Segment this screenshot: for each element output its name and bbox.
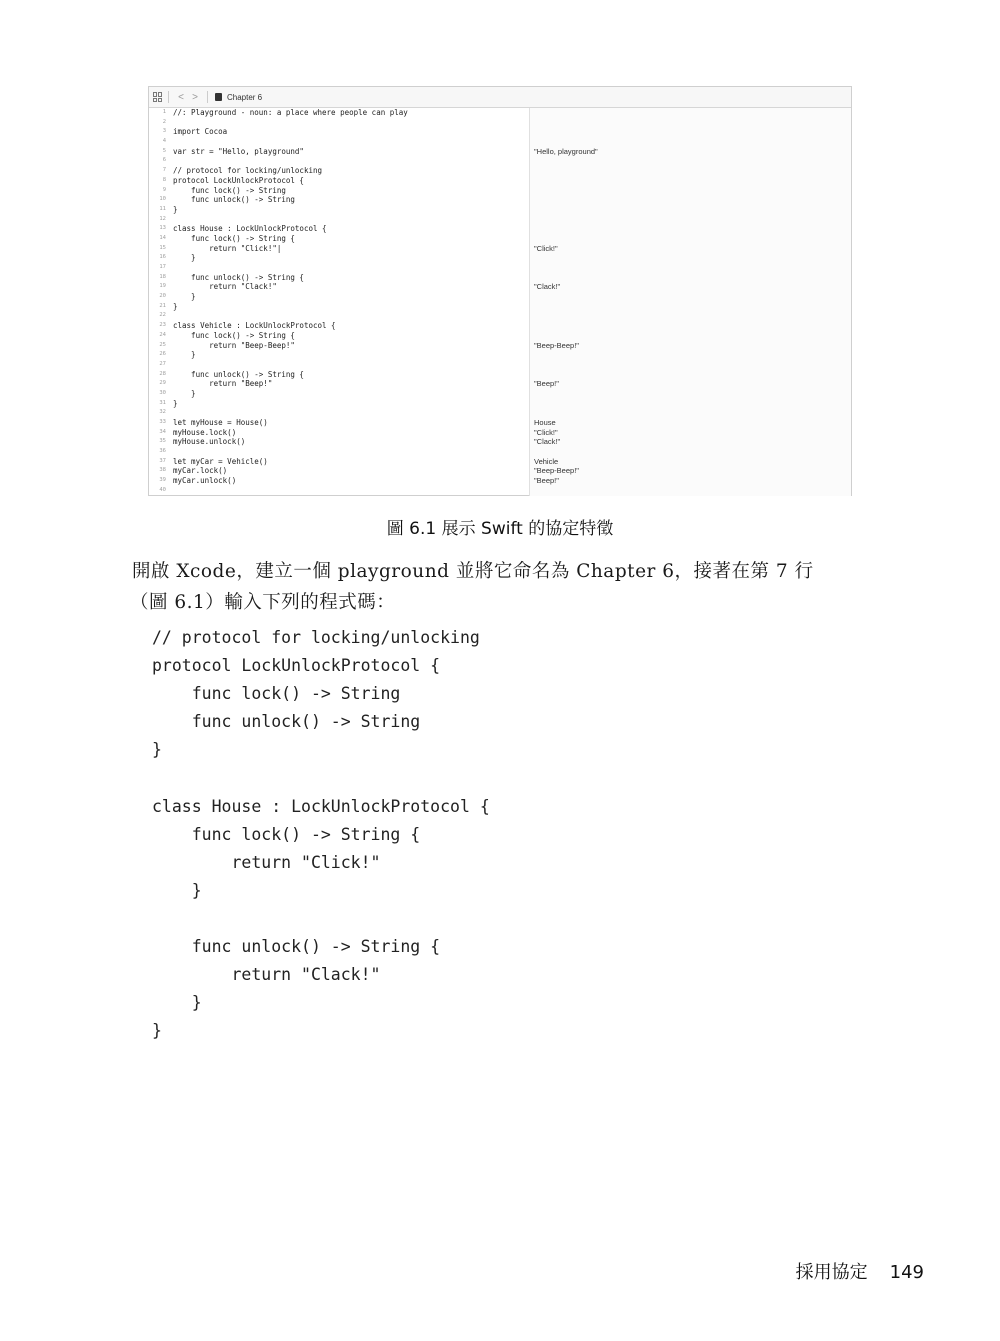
result-value [530, 350, 851, 360]
code-line [173, 137, 529, 147]
code-line: return "Beep!" [173, 379, 273, 389]
code-line [173, 118, 529, 128]
line-number: 1 [162, 109, 166, 115]
code-line: let myCar = Vehicle() [173, 456, 268, 466]
toolbar-divider [207, 91, 208, 103]
code-line: func lock() -> String { [152, 824, 421, 844]
line-number: 15 [159, 244, 166, 251]
code-line: } [152, 1021, 162, 1041]
result-value [530, 186, 851, 196]
result-value [530, 273, 851, 283]
line-number: 18 [159, 273, 166, 280]
result-value [530, 331, 851, 341]
code-line: var str = "Hello, playground" [173, 146, 304, 156]
line-number: 31 [159, 399, 166, 406]
line-number: 36 [159, 448, 166, 455]
code-line: func unlock() -> String [173, 195, 295, 205]
result-value [530, 302, 851, 312]
code-line [173, 447, 529, 457]
line-number: 28 [159, 370, 166, 377]
line-number: 35 [159, 438, 166, 445]
line-number: 3 [162, 128, 166, 135]
line-number: 17 [159, 264, 166, 270]
result-value [530, 195, 851, 205]
result-value [530, 166, 851, 176]
code-line: } [173, 204, 178, 214]
line-number: 34 [159, 428, 166, 435]
code-line [173, 215, 529, 225]
result-value [530, 156, 851, 166]
result-value [530, 127, 851, 137]
code-line: return "Clack!" [173, 282, 277, 292]
result-value [530, 137, 851, 147]
body-paragraph [130, 556, 870, 618]
code-line [152, 764, 490, 792]
result-value [530, 224, 851, 234]
code-line: func lock() -> String { [173, 330, 295, 340]
code-line: func lock() -> String [152, 684, 401, 704]
line-number: 22 [159, 312, 166, 319]
code-line: } [173, 350, 196, 360]
paragraph-line: （圖 6.1）輸入下列的程式碼： [130, 592, 396, 613]
code-line: } [173, 292, 196, 302]
code-line: myHouse.lock() [173, 427, 237, 437]
result-value [530, 205, 851, 215]
code-line [173, 263, 529, 273]
code-line: return "Click!"| [173, 243, 282, 253]
line-number: 30 [159, 389, 166, 396]
page-number: 149 [889, 1262, 924, 1283]
result-value [530, 263, 851, 273]
line-number: 2 [162, 118, 166, 125]
code-line: func unlock() -> String { [173, 272, 304, 282]
line-number: 37 [159, 457, 166, 464]
code-line: return "Beep-Beep!" [173, 340, 295, 350]
result-value [530, 389, 851, 399]
code-line [173, 311, 529, 321]
page-footer [796, 1258, 924, 1284]
result-value [530, 370, 851, 380]
code-line: } [152, 740, 162, 760]
result-value: "Hello, playground" [534, 146, 598, 156]
result-value [530, 486, 851, 496]
code-line: protocol LockUnlockProtocol { [173, 175, 304, 185]
result-value [530, 321, 851, 331]
code-editor[interactable] [173, 108, 529, 496]
line-number: 20 [159, 293, 166, 300]
line-number: 33 [159, 419, 166, 425]
line-number: 27 [159, 360, 166, 367]
code-line [173, 408, 529, 418]
line-number: 29 [159, 380, 166, 387]
xcode-toolbar [149, 87, 851, 108]
code-line: protocol LockUnlockProtocol { [152, 656, 441, 676]
result-value [530, 108, 851, 118]
code-line: func lock() -> String { [173, 233, 295, 243]
code-line: let myHouse = House() [173, 418, 268, 427]
code-line: return "Click!" [152, 852, 381, 872]
code-line: } [152, 880, 202, 900]
line-number: 16 [159, 254, 166, 261]
result-value: "Beep-Beep!" [534, 466, 579, 476]
result-value: "Beep!" [534, 476, 559, 486]
code-line [173, 486, 529, 496]
figure-caption: 圖 6.1 展示 Swift 的協定特徵 [386, 519, 614, 539]
code-line [173, 156, 529, 166]
result-value [530, 408, 851, 418]
result-value [530, 215, 851, 225]
line-number: 10 [159, 196, 166, 203]
code-line: } [173, 301, 178, 311]
code-line [173, 360, 529, 370]
result-value: "Clack!" [534, 437, 561, 447]
line-number: 4 [162, 138, 166, 145]
line-number: 26 [159, 351, 166, 358]
code-line: return "Clack!" [152, 965, 381, 985]
code-line: // protocol for locking/unlocking [152, 628, 480, 647]
line-number: 23 [159, 322, 166, 329]
line-number: 9 [162, 186, 166, 193]
code-line: // protocol for locking/unlocking [173, 166, 323, 176]
result-value: "Beep-Beep!" [534, 340, 579, 350]
code-line: } [152, 993, 202, 1013]
code-listing [152, 624, 490, 1045]
code-line: } [173, 253, 196, 263]
line-number: 5 [162, 147, 166, 154]
line-number-gutter [149, 108, 169, 496]
code-line: class House : LockUnlockProtocol { [152, 796, 490, 816]
code-line: //: Playground - noun: a place where people can play [173, 108, 408, 117]
line-number: 40 [159, 486, 166, 493]
code-line: myCar.lock() [173, 466, 228, 476]
line-number: 11 [159, 205, 166, 212]
code-line: func unlock() -> String { [173, 369, 304, 379]
back-icon[interactable]: < [178, 91, 184, 103]
jump-bar-title[interactable]: Chapter 6 [227, 92, 263, 102]
result-value [530, 253, 851, 263]
result-value [530, 234, 851, 244]
line-number: 32 [159, 409, 166, 416]
line-number: 13 [159, 225, 166, 232]
playground-file-icon [215, 93, 222, 101]
result-value: "Beep!" [534, 379, 559, 389]
line-number: 39 [159, 477, 166, 484]
section-title: 採用協定 [795, 1262, 868, 1283]
result-value: House [534, 418, 556, 427]
code-line: myHouse.unlock() [173, 437, 246, 447]
line-number: 21 [159, 302, 166, 309]
code-line: } [173, 398, 178, 408]
grid-icon[interactable] [153, 92, 163, 102]
code-line: func lock() -> String [173, 185, 286, 195]
code-line: class Vehicle : LockUnlockProtocol { [173, 321, 336, 331]
line-number: 14 [159, 234, 166, 241]
code-line: func unlock() -> String [152, 712, 421, 732]
result-value [530, 176, 851, 186]
line-number: 8 [162, 176, 166, 183]
line-number: 7 [162, 167, 166, 174]
xcode-body [149, 108, 851, 496]
result-value: "Clack!" [534, 282, 561, 292]
result-value [530, 447, 851, 457]
result-value [530, 118, 851, 128]
code-line [152, 905, 490, 933]
xcode-playground-figure [148, 86, 852, 496]
code-line: } [173, 388, 196, 398]
line-number: 19 [159, 283, 166, 290]
line-number: 24 [159, 331, 166, 338]
forward-icon[interactable]: > [192, 91, 198, 103]
line-number: 25 [159, 341, 166, 348]
line-number: 38 [159, 467, 166, 474]
results-sidebar [529, 108, 851, 496]
result-value: "Click!" [534, 243, 558, 253]
result-value [530, 292, 851, 302]
line-number: 12 [159, 215, 166, 222]
result-value [530, 311, 851, 321]
line-number: 6 [162, 157, 166, 164]
result-value [530, 399, 851, 409]
code-line: myCar.unlock() [173, 476, 237, 486]
result-value [530, 360, 851, 370]
result-value: Vehicle [534, 456, 559, 466]
code-line: import Cocoa [173, 127, 228, 137]
result-value: "Click!" [534, 427, 558, 437]
code-line: func unlock() -> String { [152, 937, 441, 957]
toolbar-divider [168, 91, 169, 103]
paragraph-line: 開啟 Xcode，建立一個 playground 並將它命名為 Chapter 6，接著在第 7 行 [132, 561, 814, 582]
code-line: class House : LockUnlockProtocol { [173, 224, 327, 234]
